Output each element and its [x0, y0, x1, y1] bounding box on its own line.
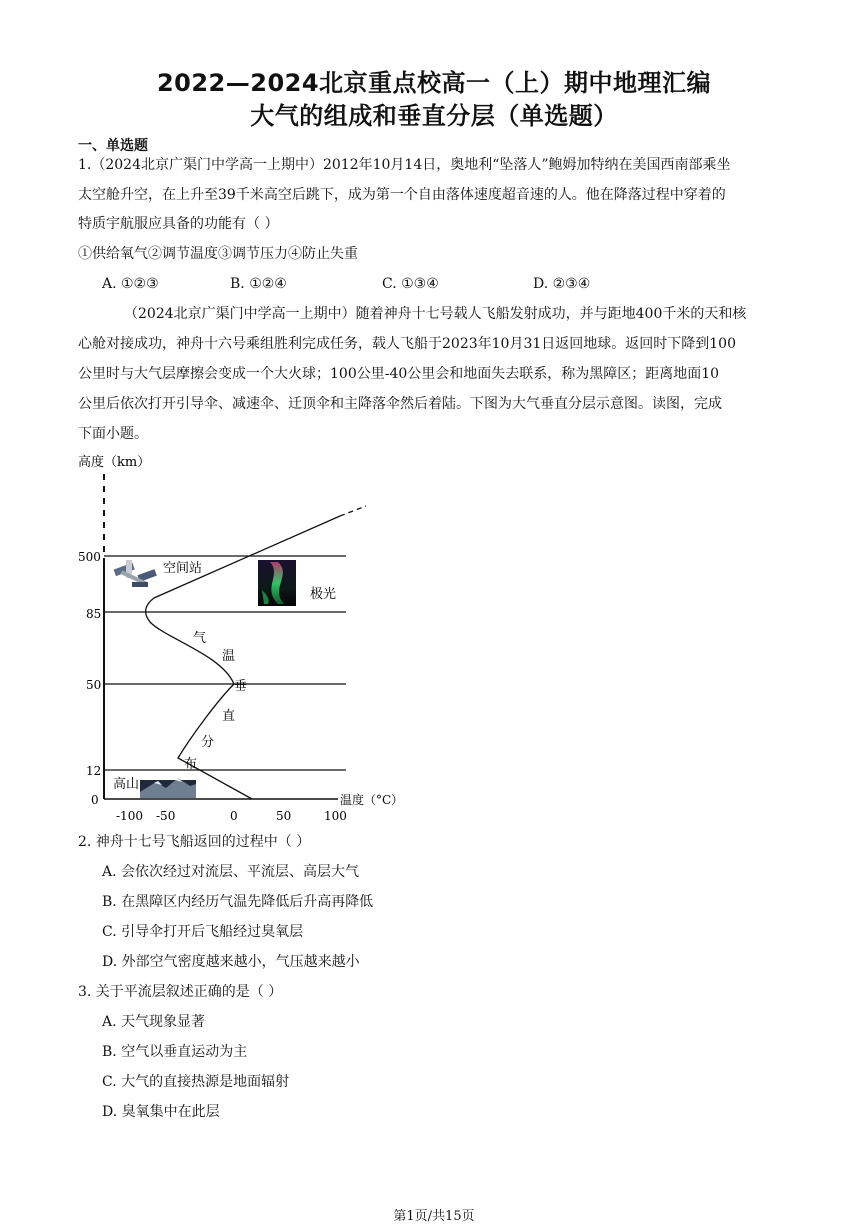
curve-label-char-2: 温: [222, 649, 236, 664]
q3-option-b: B. 空气以垂直运动为主: [102, 1044, 248, 1060]
aurora-label: 极光: [310, 587, 337, 602]
q1-stem-line3: 特质宇航服应具备的功能有（ ）: [78, 216, 279, 232]
y-tick-85: 85: [86, 607, 102, 621]
y-axis-label: 高度（km）: [78, 455, 151, 470]
curve-label-char-3: 垂: [234, 679, 248, 694]
passage-line5: 下面小题。: [78, 426, 148, 442]
passage-line3: 公里时与大气层摩擦会变成一个大火球；100公里-40公里会和地面失去联系，称为黑障区；距离地面10: [78, 366, 720, 382]
space-station-icon: [114, 560, 157, 587]
q1-option-a: A. ①②③: [102, 276, 159, 292]
curve-label-char-6: 布: [184, 757, 198, 772]
y-tick-0: 0: [91, 793, 99, 807]
space-station-label: 空间站: [163, 561, 203, 576]
curve-label-char-1: 气: [193, 631, 207, 646]
y-tick-12: 12: [86, 764, 102, 778]
section-title: 一、单选题: [78, 138, 148, 154]
x-axis-label: 温度（°C）: [340, 793, 404, 807]
q1-option-c: C. ①③④: [382, 276, 439, 292]
q1-stem-line2: 太空舱升空，在上升至39千米高空后跳下，成为第一个自由落体速度超音速的人。他在降落过程中穿着的: [78, 187, 726, 203]
q3-stem: 3. 关于平流层叙述正确的是（ ）: [78, 984, 283, 1000]
mountain-label: 高山: [113, 777, 140, 792]
passage-line1: （2024北京广渠门中学高一上期中）随着神舟十七号载人飞船发射成功，并与距地400千米的天和核: [124, 306, 747, 322]
curve-label-char-5: 分: [201, 735, 215, 750]
x-tick-0: 0: [230, 809, 238, 823]
q2-stem: 2. 神舟十七号飞船返回的过程中（ ）: [78, 834, 311, 850]
q1-stem-line1: 1.（2024北京广渠门中学高一上期中）2012年10月14日，奥地利“坠落人”鲍姆加特纳在美国西南部乘坐: [78, 157, 731, 173]
y-tick-50: 50: [86, 678, 102, 692]
x-tick-minus50: -50: [156, 809, 176, 823]
mountain-image: [140, 778, 196, 798]
q3-option-d: D. 臭氧集中在此层: [102, 1104, 220, 1120]
q2-option-c: C. 引导伞打开后飞船经过臭氧层: [102, 924, 304, 940]
x-tick-50: 50: [276, 809, 292, 823]
curve-label-char-4: 直: [222, 709, 236, 724]
temperature-curve-dashed: [340, 506, 366, 516]
q1-option-b: B. ①②④: [230, 276, 287, 292]
document-title-line1: 2022—2024北京重点校高一（上）期中地理汇编: [156, 69, 712, 97]
q2-option-a: A. 会依次经过对流层、平流层、高层大气: [102, 864, 360, 880]
atmosphere-layer-figure: [70, 448, 430, 828]
y-tick-500: 500: [78, 550, 101, 564]
x-tick-100: 100: [324, 809, 347, 823]
q1-items: ①供给氧气②调节温度③调节压力④防止失重: [78, 246, 358, 262]
temperature-curve: [146, 516, 340, 799]
passage-line4: 公里后依次打开引导伞、减速伞、迁顶伞和主降落伞然后着陆。下图为大气垂直分层示意图。读图，完成: [78, 396, 722, 412]
aurora-image: [258, 560, 296, 606]
x-tick-minus100: -100: [116, 809, 143, 823]
document-title-line2: 大气的组成和垂直分层（单选题）: [250, 102, 618, 130]
q2-option-b: B. 在黑障区内经历气温先降低后升高再降低: [102, 894, 374, 910]
page-footer: 第1页/共15页: [393, 1209, 475, 1224]
passage-line2: 心舱对接成功，神舟十六号乘组胜利完成任务，载人飞船于2023年10月31日返回地球。返回时下降到100: [78, 336, 736, 352]
q3-option-c: C. 大气的直接热源是地面辐射: [102, 1074, 290, 1090]
q3-option-a: A. 天气现象显著: [102, 1014, 206, 1030]
q1-option-d: D. ②③④: [533, 276, 591, 292]
q2-option-d: D. 外部空气密度越来越小，气压越来越小: [102, 954, 360, 970]
